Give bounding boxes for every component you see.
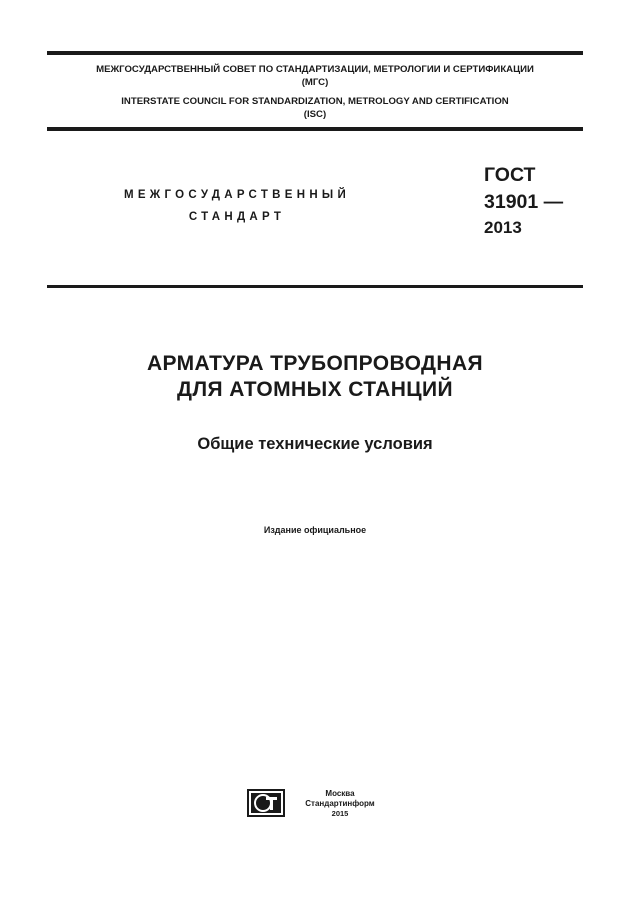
publisher-name: Стандартинформ — [305, 799, 375, 808]
header-top-rule — [47, 51, 583, 55]
gost-number: 31901 — — [484, 191, 564, 213]
edition-label: Издание официальное — [263, 525, 367, 535]
document-title — [47, 351, 583, 403]
publisher-block — [296, 789, 384, 819]
header-bottom-rule — [47, 127, 583, 131]
council-ru-name: МЕЖГОСУДАРСТВЕННЫЙ СОВЕТ ПО СТАНДАРТИЗАЦИИ, МЕТРОЛОГИИ И СЕРТИФИКАЦИИ — [96, 64, 534, 75]
publisher-year: 2015 — [331, 809, 349, 818]
gost-designation — [484, 162, 563, 216]
council-en — [47, 96, 583, 121]
title-line1: АРМАТУРА ТРУБОПРОВОДНАЯ — [146, 352, 484, 375]
publisher-city: Москва — [325, 789, 355, 798]
interstate-line1: МЕЖГОСУДАРСТВЕННЫЙ — [123, 189, 351, 201]
document-subtitle: Общие технические условия — [197, 435, 433, 453]
council-en-name: INTERSTATE COUNCIL FOR STANDARDIZATION, METROLOGY AND CERTIFICATION — [121, 96, 509, 107]
council-ru-abbr: (МГС) — [301, 76, 329, 88]
title-top-rule — [47, 285, 583, 288]
gost-label: ГОСТ — [484, 164, 536, 186]
title-line2: ДЛЯ АТОМНЫХ СТАНЦИЙ — [176, 378, 454, 401]
council-en-abbr: (ISC) — [303, 108, 327, 120]
interstate-standard-label — [112, 184, 362, 228]
gost-year: 2013 — [484, 218, 522, 237]
council-ru — [47, 64, 583, 89]
interstate-line2: СТАНДАРТ — [188, 211, 286, 223]
standartinform-logo-icon — [247, 789, 285, 817]
